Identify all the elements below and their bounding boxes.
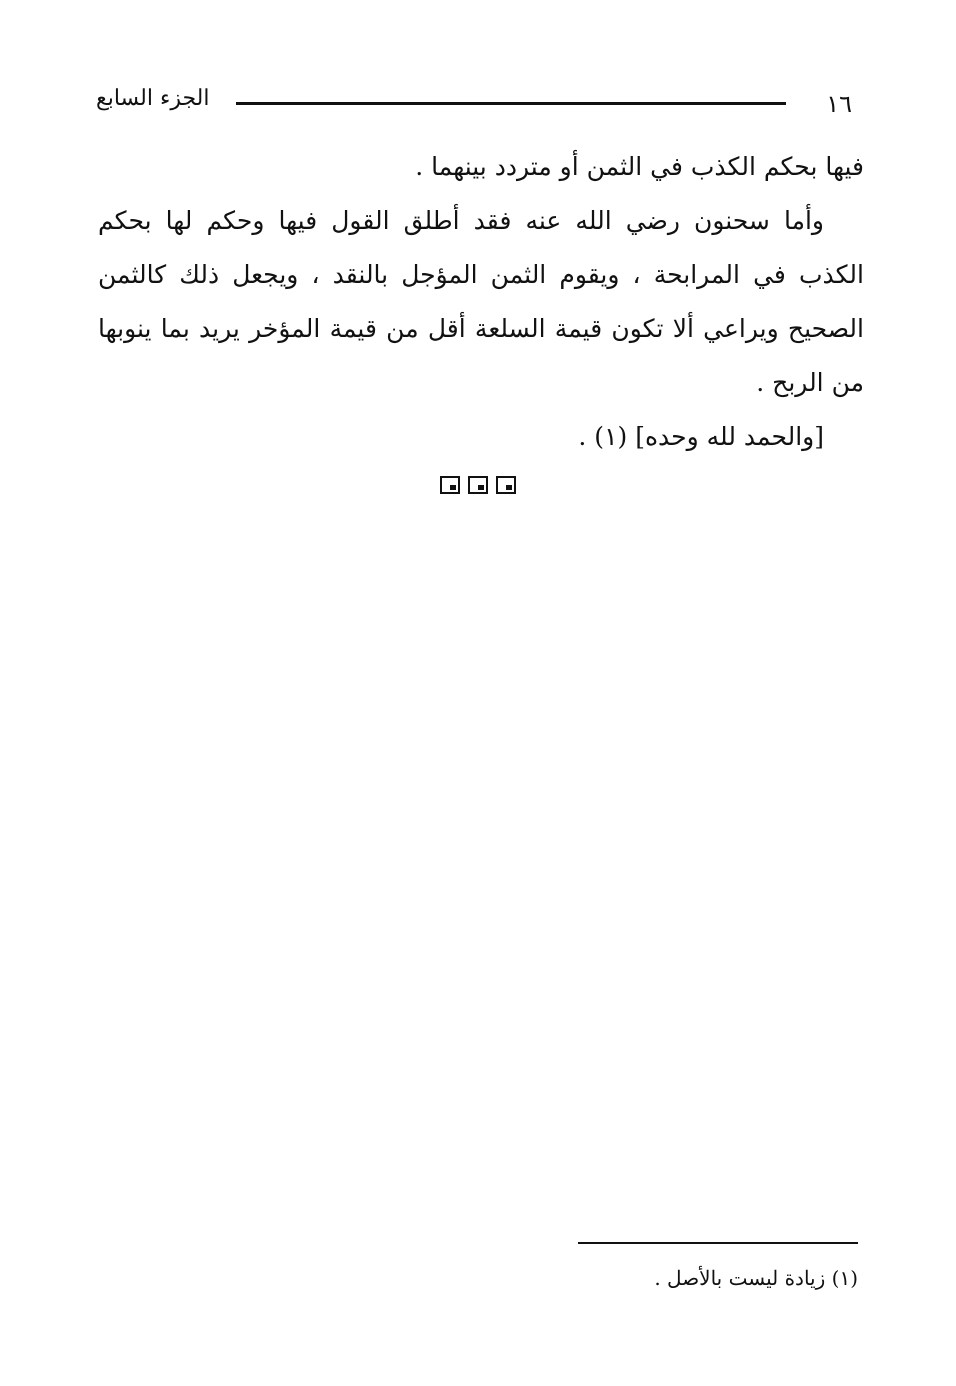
main-text xyxy=(98,140,864,464)
paragraph-1: فيها بحكم الكذب في الثمن أو متردد بينهما . xyxy=(415,152,864,181)
page-header xyxy=(96,80,866,120)
square-ornament-icon xyxy=(468,476,488,494)
footnote: (١) زيادة ليست بالأصل . xyxy=(654,1266,858,1290)
running-title: الجزء السابع xyxy=(96,86,210,111)
header-rule xyxy=(236,102,786,105)
page-number: ١٦ xyxy=(826,90,852,118)
closing-line: [والحمد لله وحده] (١) . xyxy=(578,422,824,451)
square-ornament-icon xyxy=(440,476,460,494)
square-ornament-icon xyxy=(496,476,516,494)
paragraph-2: وأما سحنون رضي الله عنه فقد أطلق القول فيها وحكم لها بحكم الكذب في المرابحة ، ويقوم الثمن المؤجل بالنقد ، ويجعل ذلك كالثمن الصحيح ويراعي ألا تكون قيمة السلعة أقل من قيمة المؤخر يريد بما ينوبها من الربح . xyxy=(98,206,864,397)
footnote-rule xyxy=(578,1242,858,1244)
section-ornament xyxy=(440,476,516,498)
